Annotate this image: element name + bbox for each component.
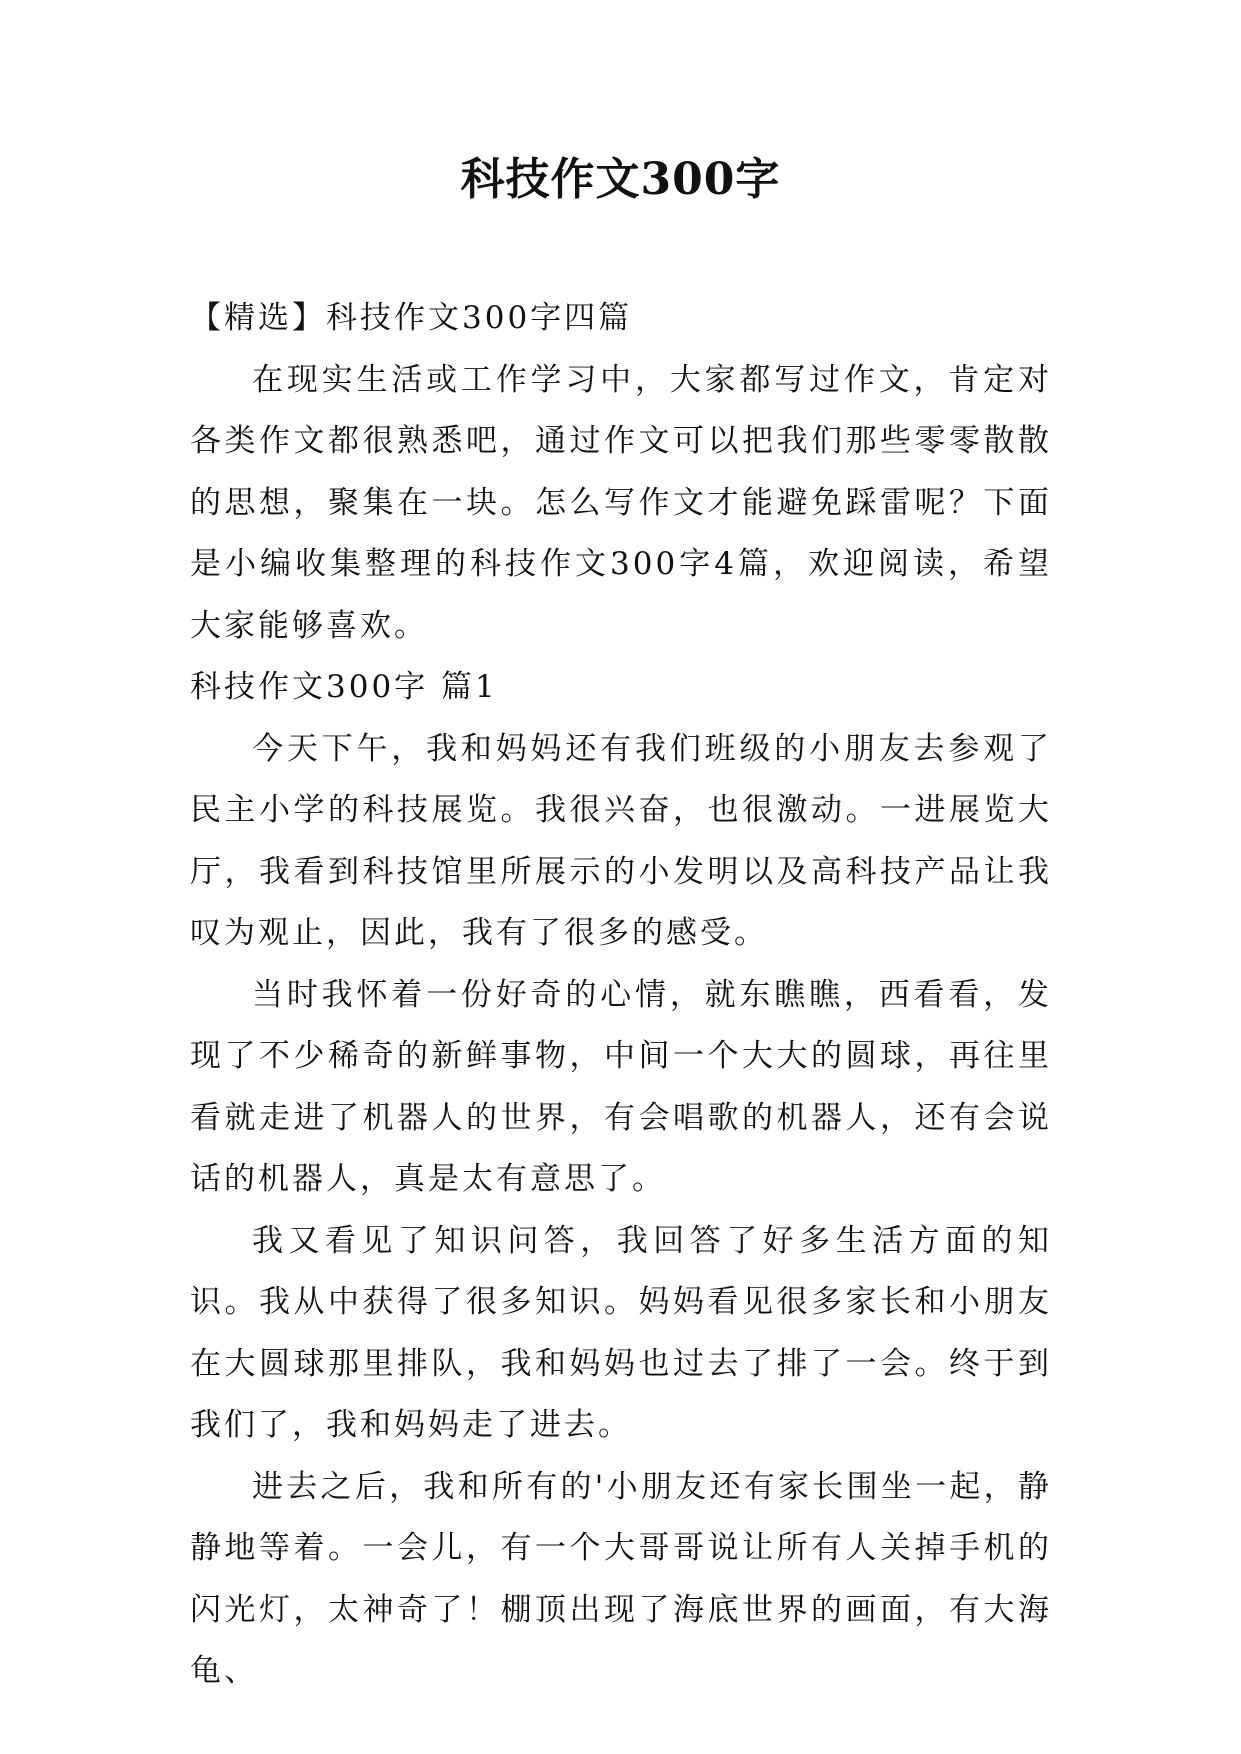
document-body xyxy=(190,288,1052,1703)
section-heading: 科技作文300字 篇1 xyxy=(190,669,498,705)
paragraph: 当时我怀着一份好奇的心情，就东瞧瞧，西看看，发现了不少稀奇的新鲜事物，中间一个大大的圆球，再往里看就走进了机器人的世界，有会唱歌的机器人，还有会说话的机器人，真是太有意思了。 xyxy=(190,976,1052,1197)
document-subtitle: 【精选】科技作文300字四篇 xyxy=(190,300,633,336)
intro-paragraph: 在现实生活或工作学习中，大家都写过作文，肯定对各类作文都很熟悉吧，通过作文可以把我们那些零零散散的思想，聚集在一块。怎么写作文才能避免踩雷呢？下面是小编收集整理的科技作文300字4篇，欢迎阅读，希望大家能够喜欢。 xyxy=(190,361,1052,644)
paragraph: 我又看见了知识问答，我回答了好多生活方面的知识。我从中获得了很多知识。妈妈看见很多家长和小朋友在大圆球那里排队，我和妈妈也过去了排了一会。终于到我们了，我和妈妈走了进去。 xyxy=(190,1222,1052,1443)
document-title: 科技作文300字 xyxy=(460,154,781,205)
paragraph: 进去之后，我和所有的'小朋友还有家长围坐一起，静静地等着。一会儿，有一个大哥哥说让所有人关掉手机的闪光灯，太神奇了！棚顶出现了海底世界的画面，有大海龟、 xyxy=(190,1468,1052,1689)
paragraph: 今天下午，我和妈妈还有我们班级的小朋友去参观了民主小学的科技展览。我很兴奋，也很激动。一进展览大厅，我看到科技馆里所展示的小发明以及高科技产品让我叹为观止，因此，我有了很多的感受。 xyxy=(190,730,1052,951)
